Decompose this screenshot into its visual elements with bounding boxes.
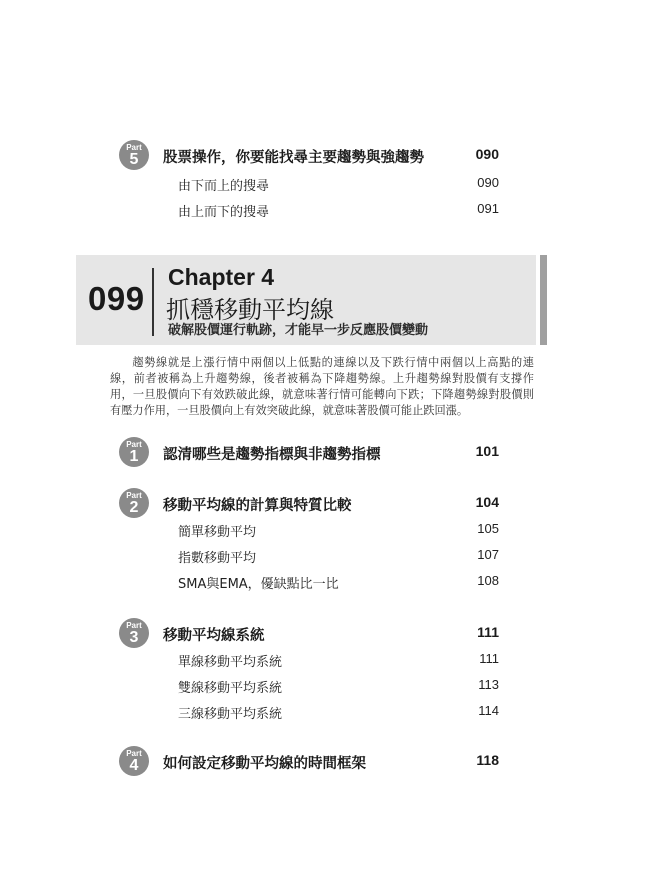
- toc-sub-item[interactable]: [178, 703, 499, 723]
- toc-part-5[interactable]: [119, 140, 499, 174]
- part-badge: [119, 140, 149, 170]
- toc-sub-item[interactable]: [178, 521, 499, 541]
- chapter-label: Chapter 4: [168, 264, 275, 290]
- part-number: 3: [129, 629, 139, 646]
- toc-sub-item[interactable]: [178, 547, 499, 567]
- part-badge: [119, 488, 149, 518]
- part-word: Part: [126, 143, 142, 152]
- chapter-subtitle: 破解股價運行軌跡，才能早一步反應股價變動: [168, 323, 429, 338]
- sub-item-title: SMA與EMA，優缺點比一比: [178, 577, 339, 592]
- part-word: Part: [126, 621, 142, 630]
- toc-sub-item[interactable]: [178, 677, 499, 697]
- sub-item-title: 簡單移動平均: [178, 525, 257, 540]
- chapter-intro-paragraph: 趨勢線就是上漲行情中兩個以上低點的連線以及下跌行情中兩個以上高點的連線，前者被稱為上升趨勢線，後者被稱為下降趨勢線。上升趨勢線對股價有支撐作用，一旦股價向下有效跌破此線，就意味著行情可能轉向下跌；下降趨勢線對股價則有壓力作用，一旦股價向上有效突破此線，就意味著股價可能止跌回漲。: [110, 356, 534, 417]
- part-title: 如何設定移動平均線的時間框架: [163, 756, 366, 772]
- part-badge: [119, 618, 149, 648]
- sub-item-page: 107: [477, 547, 499, 562]
- sub-item-title: 雙線移動平均系統: [178, 681, 283, 696]
- toc-sub-item[interactable]: [178, 201, 499, 221]
- sub-item-page: 090: [477, 175, 499, 190]
- part-page-number: 104: [475, 494, 499, 510]
- sub-item-page: 108: [477, 573, 499, 588]
- part-title: 移動平均線的計算與特質比較: [163, 498, 352, 514]
- sub-item-page: 091: [477, 201, 499, 216]
- chapter-divider: [152, 268, 154, 336]
- toc-sub-item[interactable]: [178, 573, 499, 593]
- part-page-number: 118: [476, 752, 499, 768]
- chapter-accent-stripe: [540, 255, 547, 345]
- sub-item-title: 單線移動平均系統: [178, 655, 283, 670]
- part-number: 4: [129, 757, 139, 774]
- sub-item-page: 113: [478, 677, 499, 692]
- toc-part-4[interactable]: [119, 746, 499, 780]
- sub-item-title: 由上而下的搜尋: [178, 205, 270, 220]
- part-title: 股票操作，你要能找尋主要趨勢與強趨勢: [163, 150, 424, 166]
- chapter-title[interactable]: 抓穩移動平均線: [166, 296, 334, 324]
- sub-item-title: 由下而上的搜尋: [178, 179, 270, 194]
- sub-item-title: 三線移動平均系統: [178, 707, 283, 722]
- part-badge: [119, 437, 149, 467]
- toc-sub-item[interactable]: [178, 651, 499, 671]
- part-title: 移動平均線系統: [163, 628, 265, 644]
- sub-item-page: 111: [479, 651, 499, 666]
- sub-item-page: 114: [478, 703, 499, 718]
- part-badge: [119, 746, 149, 776]
- part-number: 5: [129, 151, 139, 168]
- toc-part-3[interactable]: [119, 618, 499, 652]
- chapter-page-number: 099: [88, 280, 145, 317]
- sub-item-page: 105: [477, 521, 499, 536]
- toc-sub-item[interactable]: [178, 175, 499, 195]
- part-number: 2: [129, 499, 139, 516]
- part-word: Part: [126, 491, 142, 500]
- part-word: Part: [126, 440, 142, 449]
- part-page-number: 090: [475, 146, 499, 162]
- toc-part-2[interactable]: [119, 488, 499, 522]
- toc-part-1[interactable]: [119, 437, 499, 471]
- part-word: Part: [126, 749, 142, 758]
- sub-item-title: 指數移動平均: [178, 551, 257, 566]
- part-title: 認清哪些是趨勢指標與非趨勢指標: [163, 447, 381, 463]
- part-number: 1: [129, 448, 139, 465]
- part-page-number: 101: [475, 443, 499, 459]
- part-page-number: 111: [477, 624, 499, 640]
